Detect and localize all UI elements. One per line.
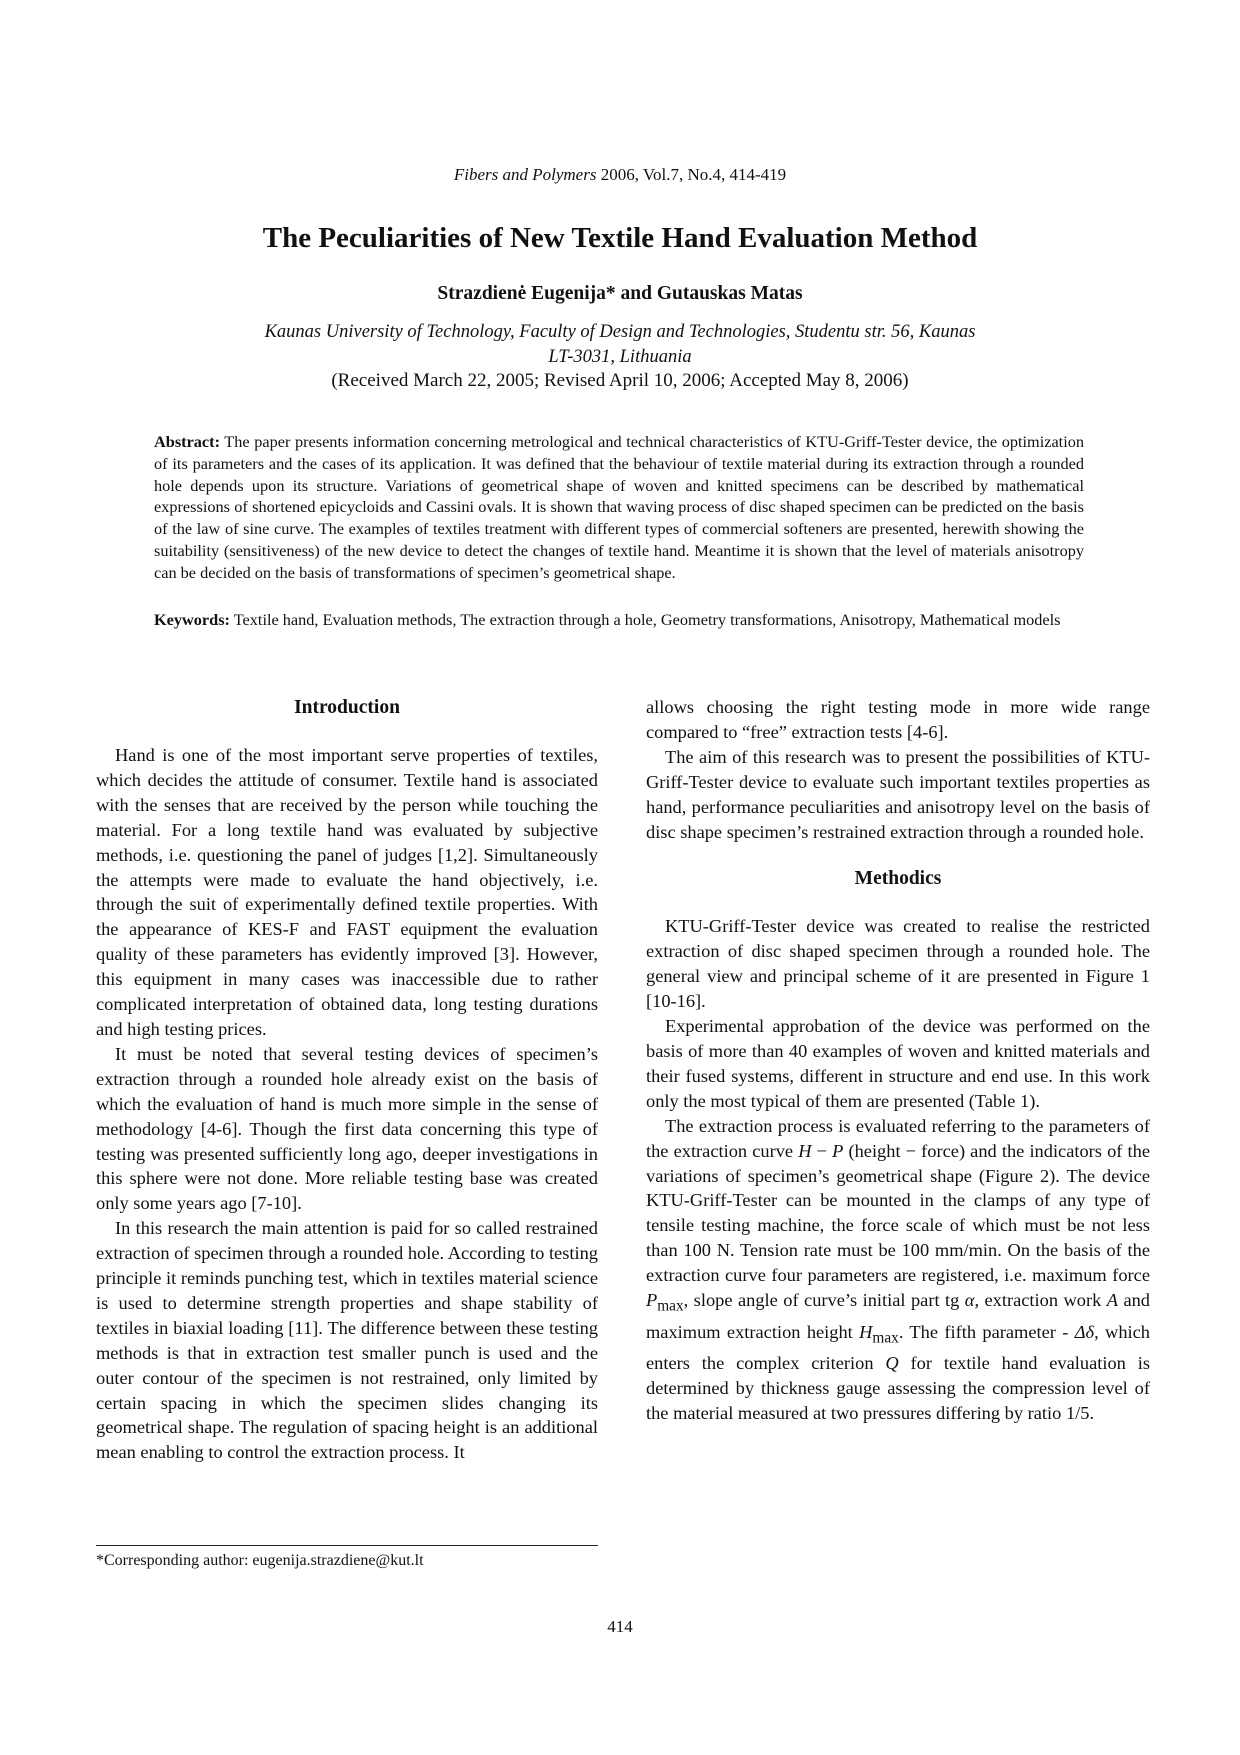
methodics-heading: Methodics — [854, 868, 942, 890]
symbol-P: P — [832, 1140, 844, 1161]
intro-paragraph-4: The aim of this research was to present the possibilities of KTU-Griff-Tester device to evaluate such important textiles properties as hand, performance peculiarities and anisotropy level on the basis of disc shape specimen’s restrained extraction through a rounded hole. — [646, 746, 1150, 842]
methodics-paragraph-1: KTU-Griff-Tester device was created to realise the restricted extraction of disc shaped specimen through a rounded hole. The general view and principal scheme of it are presented in Figure 1 [10-16]. — [646, 916, 1150, 1012]
symbol-alpha: α — [964, 1290, 975, 1311]
authors: Strazdienė Eugenija* and Gutauskas Matas — [437, 283, 803, 304]
keywords-text: Textile hand, Evaluation methods, The extraction through a hole, Geometry transformations, Anisotropy, Mathematical models — [229, 610, 1061, 629]
received-dates: (Received March 22, 2005; Revised April 10, 2006; Accepted May 8, 2006) — [331, 370, 909, 391]
methodics-paragraph-3 — [646, 1114, 1150, 1426]
subscript-max-2: max — [872, 1329, 899, 1347]
right-column — [646, 695, 1150, 1426]
paper-title: The Peculiarities of New Textile Hand Evaluation Method — [262, 222, 978, 254]
symbol-H: H — [798, 1140, 812, 1161]
symbol-H-max: H — [859, 1321, 873, 1342]
minus-sign: − — [811, 1140, 833, 1161]
corresponding-author-footnote: *Corresponding author: eugenija.strazdiene@kut.lt — [96, 1552, 424, 1569]
abstract — [154, 431, 1084, 584]
intro-paragraph-3-continued: allows choosing the right testing mode in more wide range compared to “free” extraction tests [4-6]. — [646, 697, 1150, 742]
abstract-text: The paper presents information concerning metrological and technical characteristics of KTU-Griff-Tester device, the optimization of its parameters and the cases of its application. It was defined that the behaviour of textile material during its extraction through a rounded hole depends upon its structure. Variations of geometrical shape of woven and knitted specimens can be described by mathematical expressions of shortened epicycloids and Cassini ovals. It is shown that waving process of disc shaped specimen can be predicted on the basis of the law of sine curve. The examples of textiles treatment with different types of commercial softeners are presented, herewith showing the suitability (sensitiveness) of the new device to detect the changes of textile hand. Meantime it is shown that the level of materials anisotropy can be decided on the basis of transformations of specimen’s geometrical shape. — [154, 432, 1084, 582]
keywords — [154, 609, 1084, 631]
abstract-label: Abstract: — [154, 432, 221, 451]
intro-paragraph-2: It must be noted that several testing devices of specimen’s extraction through a rounded hole already exist on the basis of which the evaluation of hand is much more simple in the sense of methodology [4-6]. Though the first data concerning this type of testing was presented sufficiently long ago, deeper investigations in this sphere were not done. More reliable testing base was created only some years ago [7-10]. — [96, 1043, 598, 1214]
m3-text-5: and maximum extraction height — [646, 1290, 1150, 1342]
m3-text-2: (height − force) and the indicators of the variations of specimen’s geometrical shape (Figure 2). The device KTU-Griff-Tester can be mounted in the clamps of any type of tensile testing machine, the force scale of which must be not less than 100 N. Tension rate must be 100 mm/min. On the basis of the extraction curve four parameters are registered, i.e. maximum force — [646, 1140, 1150, 1286]
affiliation-line-1: Kaunas University of Technology, Faculty of Design and Technologies, Studentu str. 56, Kaunas — [264, 322, 976, 342]
keywords-label: Keywords: — [154, 610, 230, 629]
affiliation-line-2: LT-3031, Lithuania — [548, 347, 692, 367]
journal-details: 2006, Vol.7, No.4, 414-419 — [596, 165, 787, 184]
symbol-P-max: P — [646, 1290, 658, 1311]
methodics-paragraph-2: Experimental approbation of the device was performed on the basis of more than 40 examples of woven and knitted materials and their fused systems, different in structure and end use. In this work only the most typical of them are presented (Table 1). — [646, 1016, 1150, 1111]
m3-text-3: , slope angle of curve’s initial part tg — [683, 1290, 965, 1311]
footnote-rule — [96, 1545, 598, 1546]
symbol-Q: Q — [885, 1353, 899, 1374]
m3-text-1: The extraction process is evaluated referring to the parameters of the extraction curve — [646, 1115, 1150, 1161]
page-number: 414 — [607, 1617, 633, 1636]
m3-text-6: . The fifth parameter - — [898, 1321, 1075, 1342]
intro-paragraph-3: In this research the main attention is paid for so called restrained extraction of specimen through a rounded hole. According to testing principle it reminds punching test, which in textiles material science is used to determine strength properties and shape stability of textiles in biaxial loading [11]. The difference between these testing methods is that in extraction test smaller punch is used and the outer contour of the specimen is not restrained, only limited by certain spacing in which the specimen slides changing its geometrical shape. The regulation of spacing height is an additional mean enabling to control the extraction process. It — [96, 1218, 598, 1463]
m3-text-7: , which enters the complex criterion — [646, 1321, 1150, 1374]
subscript-max-1: max — [657, 1297, 684, 1315]
affiliation — [200, 320, 1040, 370]
intro-paragraph-1: Hand is one of the most important serve properties of textiles, which decides the attitude of consumer. Textile hand is associated with the senses that are received by the person while touching the material. For a long textile hand was evaluated by subjective methods, i.e. questioning the panel of judges [1,2]. Simultaneously the attempts were made to evaluate the hand objectively, i.e. through the suit of experimentally defined textile properties. With the appearance of KES-F and FAST equipment the evaluation quality of these parameters has evidently improved [3]. However, this equipment in many cases was inaccessible due to rather complicated interpretation of obtained data, long testing durations and high testing prices. — [96, 745, 598, 1039]
symbol-A: A — [1106, 1290, 1118, 1311]
symbol-delta-delta: Δδ — [1074, 1321, 1095, 1342]
journal-header — [0, 165, 1240, 185]
introduction-heading: Introduction — [294, 697, 400, 718]
m3-text-8: for textile hand evaluation is determined by thickness gauge assessing the compression level of the material measured at two pressures differing by ratio 1/5. — [646, 1353, 1150, 1423]
m3-text-4: , extraction work — [974, 1290, 1107, 1311]
left-column — [96, 695, 598, 1465]
journal-name: Fibers and Polymers — [453, 165, 597, 184]
